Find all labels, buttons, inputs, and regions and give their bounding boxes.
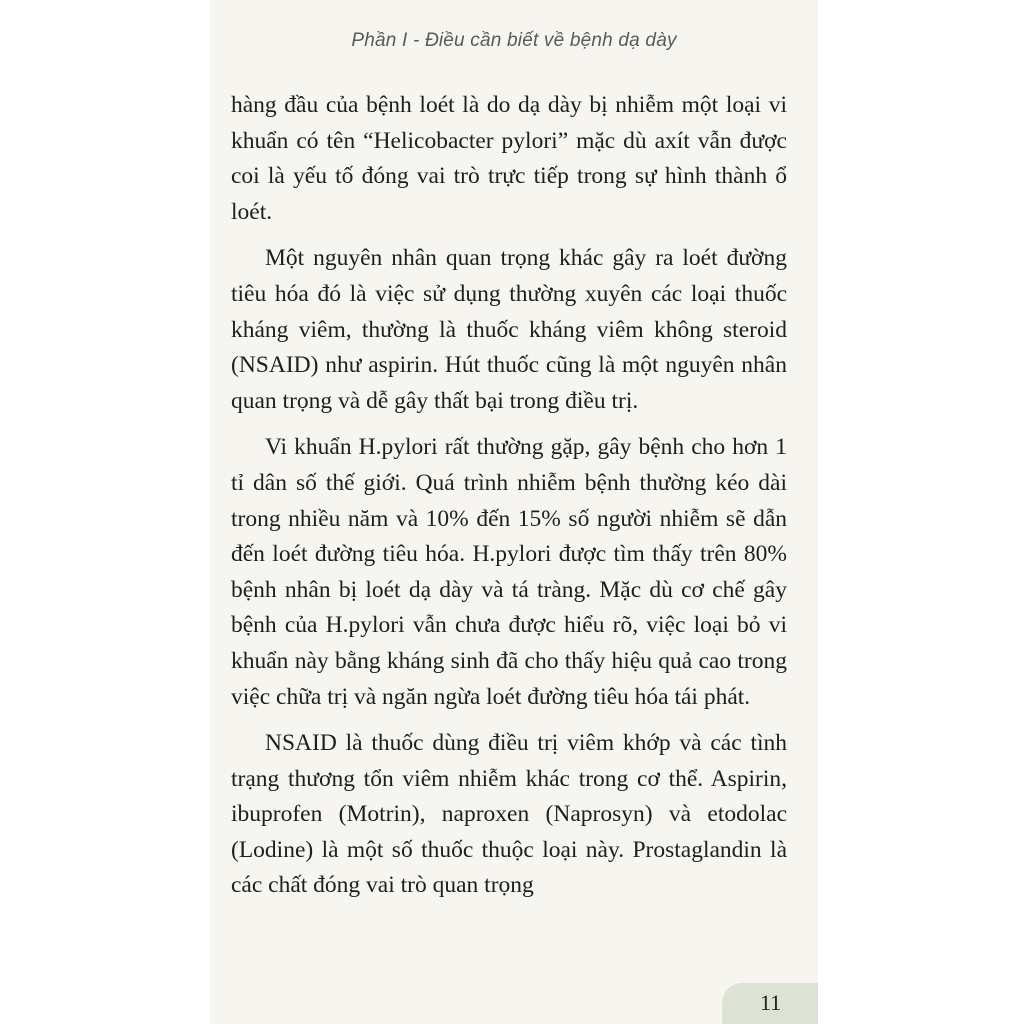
paragraph-continuation: hàng đầu của bệnh loét là do dạ dày bị nhiễm một loại vi khuẩn có tên “Helicobacter pylori” mặc dù axít vẫn được coi là yếu tố đóng vai trò trực tiếp trong sự hình thành ổ loét. (231, 92, 787, 225)
paragraph-h-pylori: Vi khuẩn H.pylori rất thường gặp, gây bệnh cho hơn 1 tỉ dân số thế giới. Quá trình nhiễm bệnh thường kéo dài trong nhiều năm và 10% đến 15% số người nhiễm sẽ dẫn đến loét đường tiêu hóa. H.pylori được tìm thấy trên 80% bệnh nhân bị loét dạ dày và tá tràng. Mặc dù cơ chế gây bệnh của H.pylori vẫn chưa được hiểu rõ, việc loại bỏ vi khuẩn này bằng kháng sinh đã cho thấy hiệu quả cao trong việc chữa trị và ngăn ngừa loét đường tiêu hóa tái phát. (231, 434, 787, 710)
running-header: Phần I - Điều cần biết về bệnh dạ dày (351, 30, 677, 51)
page-number: 11 (760, 990, 782, 1015)
body-text (231, 88, 787, 915)
paragraph-nsaid-cause: Một nguyên nhân quan trọng khác gây ra loét đường tiêu hóa đó là việc sử dụng thường xuyên các loại thuốc kháng viêm, thường là thuốc kháng viêm không steroid (NSAID) như aspirin. Hút thuốc cũng là một nguyên nhân quan trọng và dễ gây thất bại trong điều trị. (231, 245, 787, 414)
paragraph-nsaid-drugs: NSAID là thuốc dùng điều trị viêm khớp và các tình trạng thương tổn viêm nhiễm khác trong cơ thể. Aspirin, ibuprofen (Motrin), naproxen (Naprosyn) và etodolac (Lodine) là một số thuốc thuộc loại này. Prostaglandin là các chất đóng vai trò quan trọng (231, 730, 787, 899)
